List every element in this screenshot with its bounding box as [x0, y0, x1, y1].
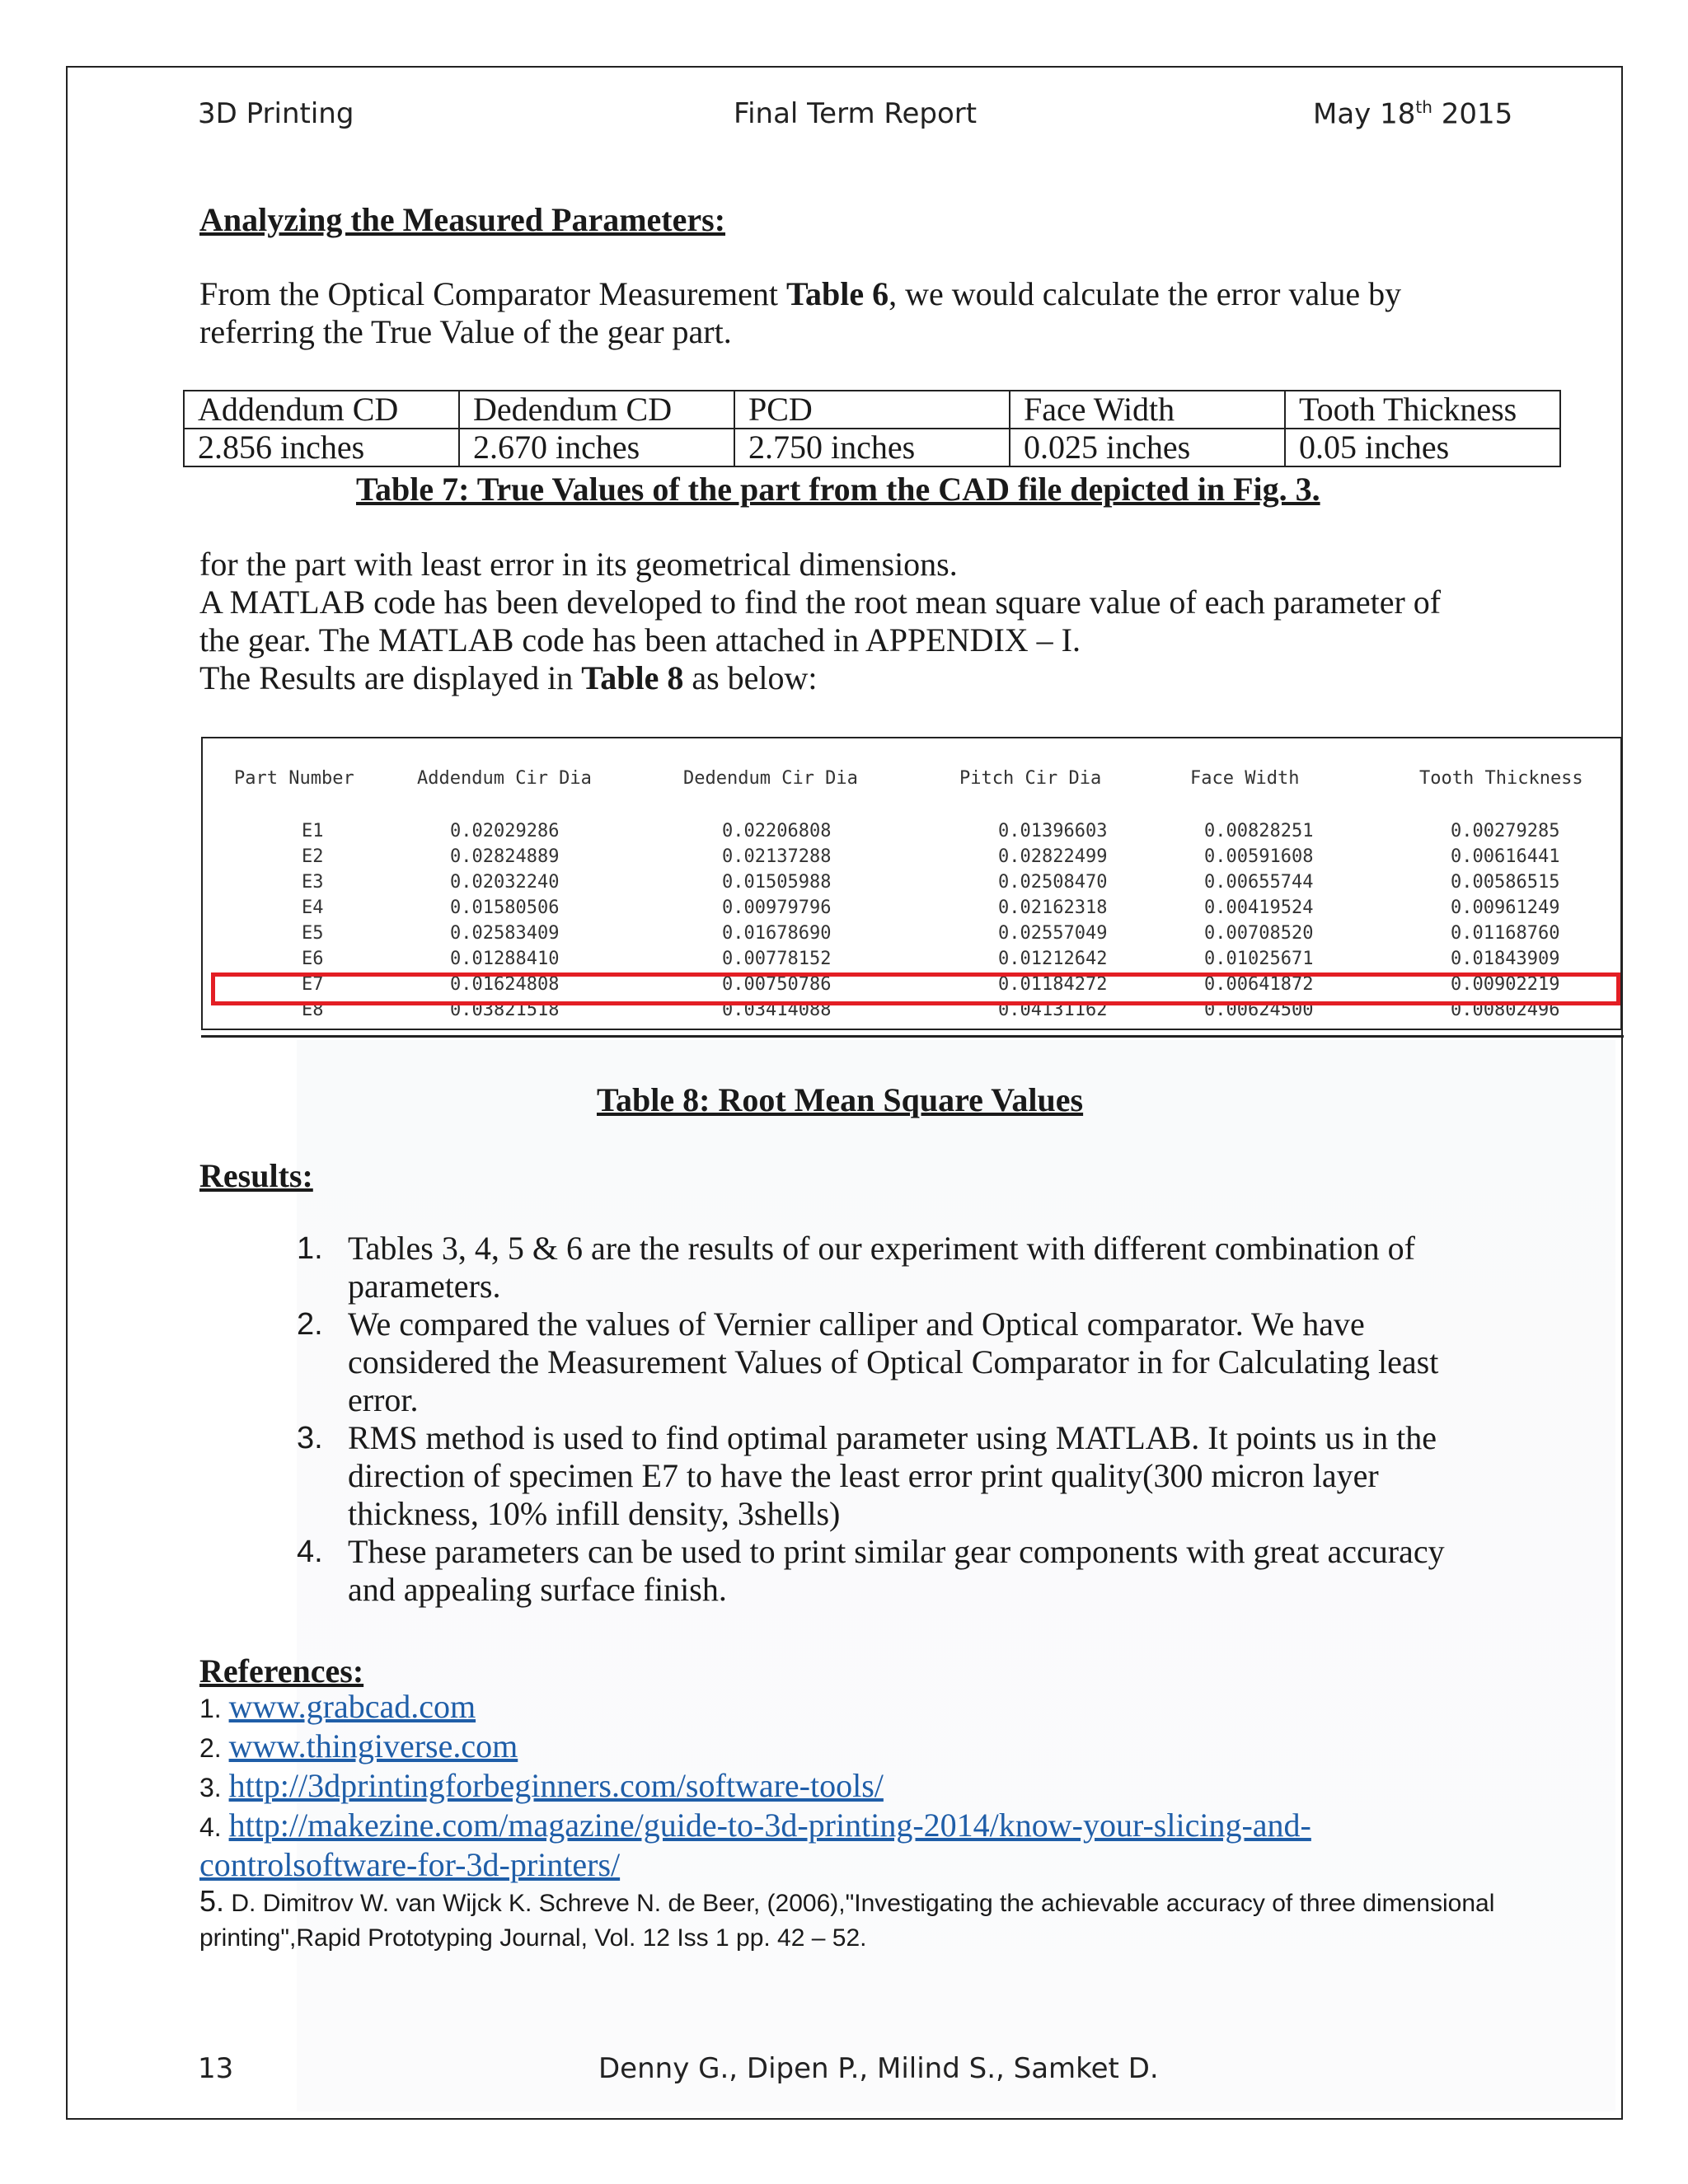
- table-cell: 0.00641872: [1204, 974, 1314, 995]
- table-cell: 0.02824889: [450, 846, 560, 867]
- table-cell: E5: [302, 923, 324, 944]
- table-cell: E1: [302, 821, 324, 841]
- table-cell: 0.01212642: [998, 949, 1108, 969]
- results-list: [199, 1230, 1485, 1609]
- table-cell: 0.00961249: [1451, 898, 1560, 918]
- table-cell: E6: [302, 949, 324, 969]
- table-cell: 0.03821518: [450, 1000, 560, 1020]
- table-cell: 0.04131162: [998, 1000, 1108, 1020]
- table-cell: 0.02557049: [998, 923, 1108, 944]
- table-cell: 0.02029286: [450, 821, 560, 841]
- header-left: 3D Printing: [198, 97, 354, 130]
- table-row: [203, 821, 1620, 846]
- references-list: [199, 1688, 1601, 1956]
- table8-caption: Table 8: Root Mean Square Values: [597, 1081, 1084, 1118]
- table-cell: 0.02508470: [998, 872, 1108, 893]
- table-row: [184, 429, 1560, 466]
- table-cell: 0.00591608: [1204, 846, 1314, 867]
- table-cell: PCD: [734, 391, 1010, 429]
- table-cell: 2.750 inches: [734, 429, 1010, 466]
- table-cell: Face Width: [1010, 391, 1285, 429]
- table-cell: 0.02137288: [722, 846, 832, 867]
- rms-header-part: Part Number: [234, 768, 354, 789]
- reference-link[interactable]: www.thingiverse.com: [228, 1727, 518, 1765]
- rms-header-addendum: Addendum Cir Dia: [417, 768, 592, 789]
- table-cell: 0.02206808: [722, 821, 832, 841]
- table-cell: 0.03414088: [722, 1000, 832, 1020]
- table-cell: E2: [302, 846, 324, 867]
- table-row: [203, 923, 1620, 949]
- table-cell: 0.00902219: [1451, 974, 1560, 995]
- reference-item: 2. www.thingiverse.com: [199, 1727, 518, 1765]
- table-cell: 0.01025671: [1204, 949, 1314, 969]
- table-cell: 0.00778152: [722, 949, 832, 969]
- reference-link[interactable]: http://makezine.com/magazine/guide-to-3d-printing-2014/know-your-slicing-and-: [228, 1807, 1311, 1844]
- table-cell: Tooth Thickness: [1285, 391, 1560, 429]
- table-cell: Addendum CD: [184, 391, 459, 429]
- reference-link[interactable]: www.grabcad.com: [228, 1688, 476, 1725]
- table-cell: 0.00802496: [1451, 1000, 1560, 1020]
- section-title-analyzing: Analyzing the Measured Parameters:: [199, 201, 726, 238]
- table-cell: 0.00828251: [1204, 821, 1314, 841]
- reference-item: 5. D. Dimitrov W. van Wijck K. Schreve N. de Beer, (2006),"Investigating the achievable accuracy of three dimensional printing",Rapid Prototyping Journal, Vol. 12 Iss 1 pp. 42 – 52.: [199, 1884, 1495, 1952]
- table-cell: 0.01184272: [998, 974, 1108, 995]
- table-cell: 0.01678690: [722, 923, 832, 944]
- table-row: [203, 949, 1620, 974]
- rms-header-pitch: Pitch Cir Dia: [959, 768, 1102, 789]
- table-cell: 0.00616441: [1451, 846, 1560, 867]
- table-cell: 0.00419524: [1204, 898, 1314, 918]
- section-title-references: References:: [199, 1652, 364, 1690]
- rms-header-face: Face Width: [1190, 768, 1300, 789]
- rms-table: [201, 737, 1622, 1030]
- table-cell: 0.025 inches: [1010, 429, 1285, 466]
- reference-item: 3. http://3dprintingforbeginners.com/software-tools/: [199, 1767, 884, 1804]
- true-values-table: [183, 390, 1561, 467]
- table-cell: 2.670 inches: [459, 429, 734, 466]
- table-header-row: [184, 391, 1560, 429]
- table-cell: 2.856 inches: [184, 429, 459, 466]
- rms-table-bottom-rule: [201, 1035, 1624, 1038]
- reference-link[interactable]: http://3dprintingforbeginners.com/software-tools/: [228, 1767, 884, 1804]
- table-cell: E7: [302, 974, 324, 995]
- reference-item: [199, 1846, 1601, 1884]
- table-cell: 0.00979796: [722, 898, 832, 918]
- intro-paragraph: From the Optical Comparator Measurement Table 6, we would calculate the error value by referring the True Value of the gear part.: [199, 275, 1402, 350]
- table-row: [203, 846, 1620, 872]
- table-cell: 0.01168760: [1451, 923, 1560, 944]
- table-cell: 0.00655744: [1204, 872, 1314, 893]
- table-cell: E4: [302, 898, 324, 918]
- reference-link[interactable]: controlsoftware-for-3d-printers/: [199, 1846, 621, 1883]
- table-cell: 0.01505988: [722, 872, 832, 893]
- table-cell: 0.02032240: [450, 872, 560, 893]
- rms-header-tooth: Tooth Thickness: [1419, 768, 1583, 789]
- table-cell: 0.02583409: [450, 923, 560, 944]
- table-cell: 0.01288410: [450, 949, 560, 969]
- table-cell: E8: [302, 1000, 324, 1020]
- header-right: May 18th 2015: [1313, 97, 1513, 131]
- body-paragraph: for the part with least error in its geometrical dimensions. A MATLAB code has been developed to find the root mean square value of each parameter of the gear. The MATLAB code has been attached in APPENDIX – I. The Results are displayed in Table 8 as below:: [199, 546, 1442, 696]
- list-item: 1. Tables 3, 4, 5 & 6 are the results of our experiment with different combination of parameters.: [297, 1230, 1415, 1305]
- list-item: 3. RMS method is used to find optimal parameter using MATLAB. It points us in the direction of specimen E7 to have the least error print quality(300 micron layer thickness, 10% infill density, 3shells): [297, 1419, 1437, 1532]
- rms-header-dedendum: Dedendum Cir Dia: [683, 768, 858, 789]
- table-cell: 0.00279285: [1451, 821, 1560, 841]
- header-center: Final Term Report: [734, 97, 978, 130]
- table-cell: 0.02162318: [998, 898, 1108, 918]
- table-cell: E3: [302, 872, 324, 893]
- list-item: 2. We compared the values of Vernier calliper and Optical comparator. We have considered the Measurement Values of Optical Comparator in for Calculating least error.: [297, 1305, 1439, 1418]
- table-cell: 0.01580506: [450, 898, 560, 918]
- reference-item: 1. www.grabcad.com: [199, 1688, 476, 1725]
- footer-authors: Denny G., Dipen P., Milind S., Samket D.: [598, 2052, 1159, 2085]
- table-cell: 0.00586515: [1451, 872, 1560, 893]
- table-cell: 0.01624808: [450, 974, 560, 995]
- table-cell: 0.01843909: [1451, 949, 1560, 969]
- table-row: [203, 872, 1620, 898]
- table-cell: 0.05 inches: [1285, 429, 1560, 466]
- list-item: 4. These parameters can be used to print similar gear components with great accuracy and appealing surface finish.: [297, 1533, 1445, 1608]
- table-cell: Dedendum CD: [459, 391, 734, 429]
- table-row: [203, 898, 1620, 923]
- table7-caption: Table 7: True Values of the part from the CAD file depicted in Fig. 3.: [356, 471, 1320, 508]
- footer-page-number: 13: [198, 2052, 234, 2085]
- table-cell: 0.02822499: [998, 846, 1108, 867]
- e7-highlight-box: [211, 972, 1620, 1005]
- reference-item: 4. http://makezine.com/magazine/guide-to-3d-printing-2014/know-your-slicing-and-: [199, 1807, 1311, 1844]
- table-cell: 0.00708520: [1204, 923, 1314, 944]
- table-cell: 0.00750786: [722, 974, 832, 995]
- section-title-results: Results:: [199, 1157, 313, 1194]
- table-cell: 0.00624500: [1204, 1000, 1314, 1020]
- table-cell: 0.01396603: [998, 821, 1108, 841]
